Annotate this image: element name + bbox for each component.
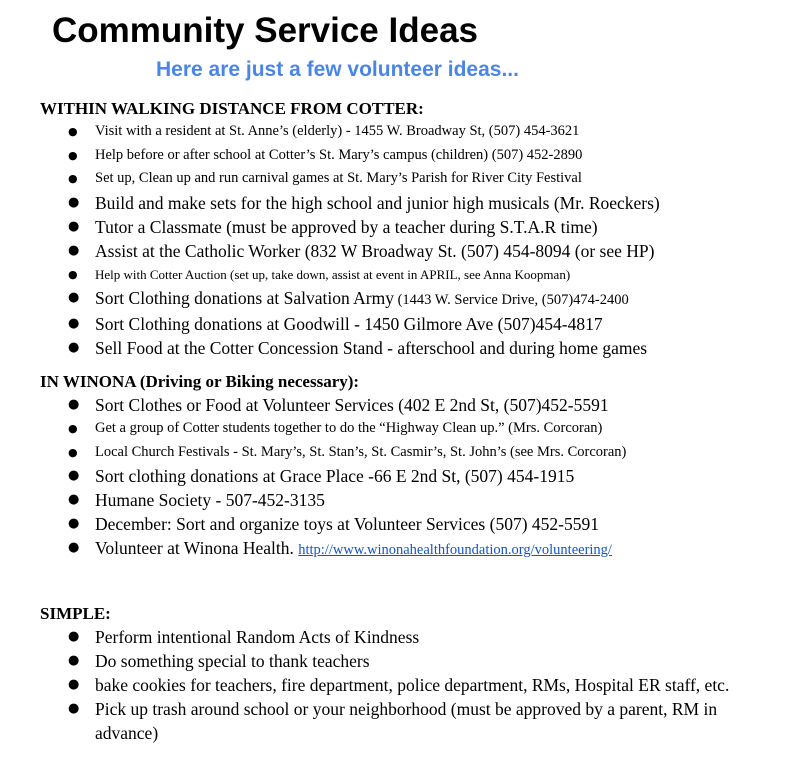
list-item: [40, 697, 755, 745]
section-heading: SIMPLE:: [40, 604, 111, 623]
bullet-icon: ●: [68, 468, 80, 483]
item-text: Sort clothing donations at Grace Place -66 E 2nd St, (507) 454-1915: [95, 466, 575, 486]
item-text: Set up, Clean up and run carnival games at St. Mary’s Parish for River City Festival: [95, 170, 582, 186]
list-item: [40, 144, 767, 168]
item-text: Humane Society - 507-452-3135: [95, 490, 325, 510]
bullet-icon: ●: [68, 629, 80, 644]
list-item: [40, 649, 767, 673]
item-text: December: Sort and organize toys at Volunteer Services (507) 452-5591: [95, 514, 599, 534]
item-text: Sort Clothing donations at Goodwill - 1450 Gilmore Ave (507)454-4817: [95, 314, 603, 334]
item-text: Sort Clothing donations at Salvation Army: [95, 288, 394, 308]
item-text: bake cookies for teachers, fire department, police department, RMs, Hospital ER staff, etc.: [95, 675, 730, 695]
bullet-icon: ●: [68, 340, 80, 355]
bullet-icon: ●: [68, 701, 80, 716]
item-text: Help before or after school at Cotter’s St. Mary’s campus (children) (507) 452-2890: [95, 146, 583, 163]
bullet-icon: ●: [68, 125, 78, 138]
list-item: [40, 191, 767, 215]
bullet-icon: ●: [68, 290, 80, 305]
item-text: Visit with a resident at St. Anne’s (elderly) - 1455 W. Broadway St, (507) 454-3621: [95, 123, 580, 139]
list-item: [40, 239, 767, 263]
list-item: [40, 215, 767, 239]
item-text: Tutor a Classmate (must be approved by a teacher during S.T.A.R time): [95, 216, 598, 237]
bullet-icon: ●: [68, 172, 78, 185]
item-text: Sort Clothes or Food at Volunteer Services (402 E 2nd St, (507)452-5591: [95, 395, 609, 415]
bullet-icon: ●: [68, 540, 80, 555]
in-winona-list: [40, 393, 767, 562]
section-in-winona: [40, 371, 767, 562]
page-subtitle: Here are just a few volunteer ideas...: [156, 58, 519, 81]
list-item: [40, 464, 767, 488]
page-title: Community Service Ideas: [52, 11, 478, 50]
walking-distance-list: [40, 120, 767, 360]
simple-list: [40, 625, 767, 745]
list-item: [40, 312, 767, 336]
bullet-icon: ●: [68, 397, 80, 412]
item-text: Help with Cotter Auction (set up, take down, assist at event in APRIL, see Anna Koopman): [95, 266, 571, 282]
winona-health-link[interactable]: http://www.winonahealthfoundation.org/volunteering/: [298, 542, 612, 558]
item-text: Assist at the Catholic Worker (832 W Broadway St. (507) 454-8094 (or see HP): [95, 240, 655, 261]
item-text: Perform intentional Random Acts of Kindness: [95, 627, 420, 647]
list-item: [40, 625, 767, 649]
item-text: Sell Food at the Cotter Concession Stand - afterschool and during home games: [95, 338, 648, 358]
bullet-icon: ●: [68, 422, 78, 435]
list-item: [40, 336, 767, 360]
bullet-icon: ●: [68, 445, 78, 459]
bullet-icon: ●: [68, 677, 80, 692]
list-item: [40, 536, 767, 562]
list-item: [40, 441, 635, 465]
list-item: [40, 120, 767, 144]
list-item: [40, 512, 767, 536]
list-item: [40, 263, 767, 287]
bullet-icon: ●: [68, 492, 80, 507]
item-text: Build and make sets for the high school and junior high musicals (Mr. Roeckers): [95, 192, 660, 213]
item-text: Volunteer at Winona Health.: [95, 538, 299, 558]
section-heading: WITHIN WALKING DISTANCE FROM COTTER:: [40, 99, 424, 118]
bullet-icon: ●: [68, 194, 80, 210]
item-text: Get a group of Cotter students together to do the “Highway Clean up.” (Mrs. Corcoran): [95, 420, 603, 436]
list-item: [40, 286, 767, 312]
bullet-icon: ●: [68, 316, 80, 331]
item-text: Do something special to thank teachers: [95, 651, 370, 671]
bullet-icon: ●: [68, 242, 80, 258]
list-item: [40, 167, 767, 191]
bullet-icon: ●: [68, 516, 80, 531]
item-text: Pick up trash around school or your neighborhood (must be approved by a parent, RM in advance): [95, 699, 718, 743]
item-text: Local Church Festivals - St. Mary’s, St. Stan’s, St. Casmir’s, St. John’s (see Mrs. Corcoran): [95, 443, 627, 460]
section-simple: [40, 603, 767, 745]
list-item: [40, 488, 767, 512]
section-heading: IN WINONA (Driving or Biking necessary):: [40, 372, 360, 391]
list-item: [40, 417, 767, 441]
item-text-detail: (1443 W. Service Drive, (507)474-2400: [393, 292, 629, 308]
section-walking-distance: [40, 98, 767, 360]
list-item: [40, 393, 767, 417]
bullet-icon: ●: [68, 653, 80, 668]
list-item: [40, 673, 755, 697]
bullet-icon: ●: [68, 148, 78, 162]
bullet-icon: ●: [68, 218, 80, 234]
bullet-icon: ●: [68, 267, 78, 281]
